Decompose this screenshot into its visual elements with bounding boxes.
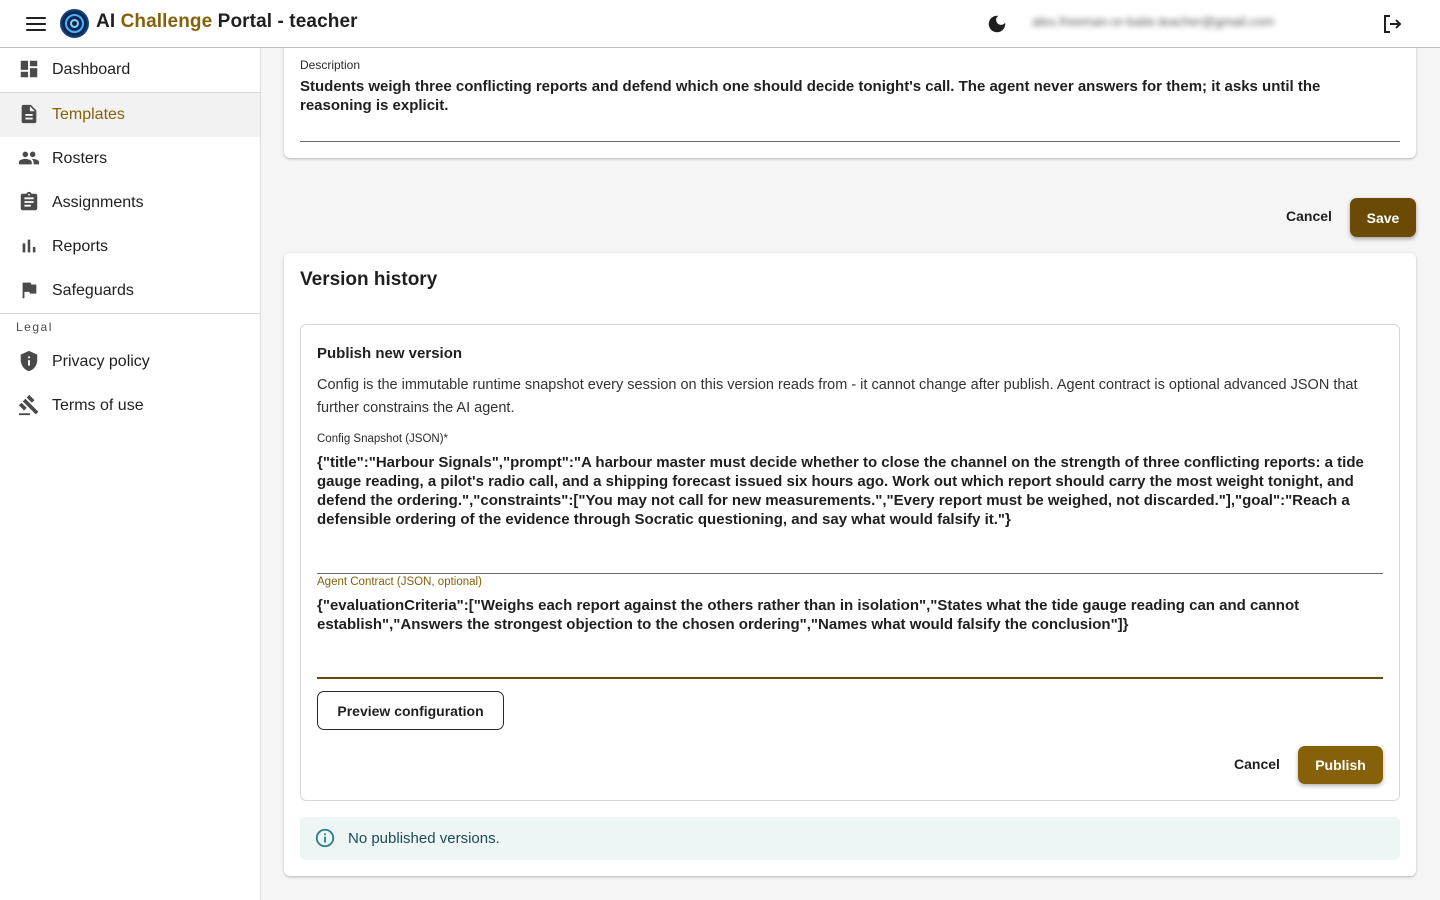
logout-icon[interactable] [1380,12,1404,36]
sidebar-item-rosters[interactable] [0,137,260,181]
app-logo [60,9,89,38]
document-icon [18,103,40,125]
version-history-title: Version history [300,269,438,290]
publish-cancel-button[interactable]: Cancel [1234,756,1280,772]
agent-contract-label: Agent Contract (JSON, optional) [317,576,482,588]
sidebar-item-reports[interactable] [0,225,260,269]
sidebar-item-terms-of-use[interactable] [0,384,260,428]
sidebar-nav [0,48,261,900]
sidebar-item-dashboard[interactable] [0,48,260,92]
agent-contract-field[interactable]: {"evaluationCriteria":["Weighs each report against the others rather than in isolation","States what the tide gauge reading can and cannot establish","Answers the strongest objection to the chosen ordering","Names what would falsify the conclusion"]} [317,597,1300,633]
dashboard-icon [18,58,40,80]
no-versions-alert [300,817,1400,860]
template-details-card [284,30,1416,158]
sidebar-item-label: Reports [52,238,109,255]
sidebar-item-assignments[interactable] [0,181,260,225]
sidebar-item-label: Terms of use [52,397,144,414]
publish-version-panel [300,324,1400,801]
sidebar-item-label: Safeguards [52,282,134,299]
sidebar-item-label: Templates [52,106,125,123]
app-title-suffix: Portal - teacher [212,11,358,32]
app-title-accent: Challenge [120,11,213,32]
config-snapshot-underline [317,573,1383,574]
gavel-icon [18,394,40,416]
sidebar-item-safeguards[interactable] [0,269,260,313]
publish-button[interactable]: Publish [1298,746,1383,784]
publish-version-title: Publish new version [317,345,463,362]
no-versions-message: No published versions. [348,830,500,847]
people-icon [18,147,40,169]
version-history-card [284,253,1416,876]
config-snapshot-field[interactable]: {"title":"Harbour Signals","prompt":"A harbour master must decide whether to close the channel on the strength of three conflicting reports: a tide gauge reading, a pilot's radio call, and a shipping forecast issued six hours ago. Work out which report should carry the most weight tonight, and defend the ordering.","constraints":["You may not call for new measurements.","Every report must be weighed, not discarded."],"goal":"Reach a defensible ordering of the evidence through Socratic questioning, and say what would falsify it."} [317,454,1364,528]
bar-chart-icon [18,235,40,257]
app-title [96,11,358,33]
top-app-bar [0,0,1440,48]
flag-icon [18,279,40,301]
preview-configuration-button[interactable]: Preview configuration [317,691,504,730]
config-snapshot-label: Config Snapshot (JSON)* [317,433,449,445]
description-field[interactable]: Students weigh three conflicting reports and defend which one should decide tonight's call. The agent never answers for them; it asks until the reasoning is explicit. [300,78,1321,114]
user-email: alex.freeman-or-katie.teacher@gmail.com [1032,14,1275,29]
info-icon [314,827,336,849]
sidebar-item-privacy-policy[interactable] [0,340,260,384]
sidebar-item-label: Dashboard [52,61,131,78]
shield-icon [18,350,40,372]
dark-mode-moon-icon[interactable] [986,13,1008,35]
menu-icon[interactable] [24,13,48,35]
sidebar-item-label: Privacy policy [52,353,150,370]
app-title-prefix: AI [96,11,121,32]
legal-section-header: Legal [16,320,53,334]
clipboard-icon [18,191,40,213]
save-button[interactable]: Save [1350,198,1416,237]
cancel-button[interactable]: Cancel [1286,208,1332,224]
sidebar-divider [0,313,260,314]
sidebar-item-templates[interactable] [0,93,260,137]
description-underline [300,141,1400,142]
publish-version-help: Config is the immutable runtime snapshot every session on this version reads from - it cannot change after publish. Agent contract is optional advanced JSON that further constrains the AI agent. [317,377,1358,416]
description-label: Description [300,58,361,72]
sidebar-item-label: Assignments [52,194,144,211]
agent-contract-underline [317,677,1383,679]
sidebar-item-label: Rosters [52,150,108,167]
